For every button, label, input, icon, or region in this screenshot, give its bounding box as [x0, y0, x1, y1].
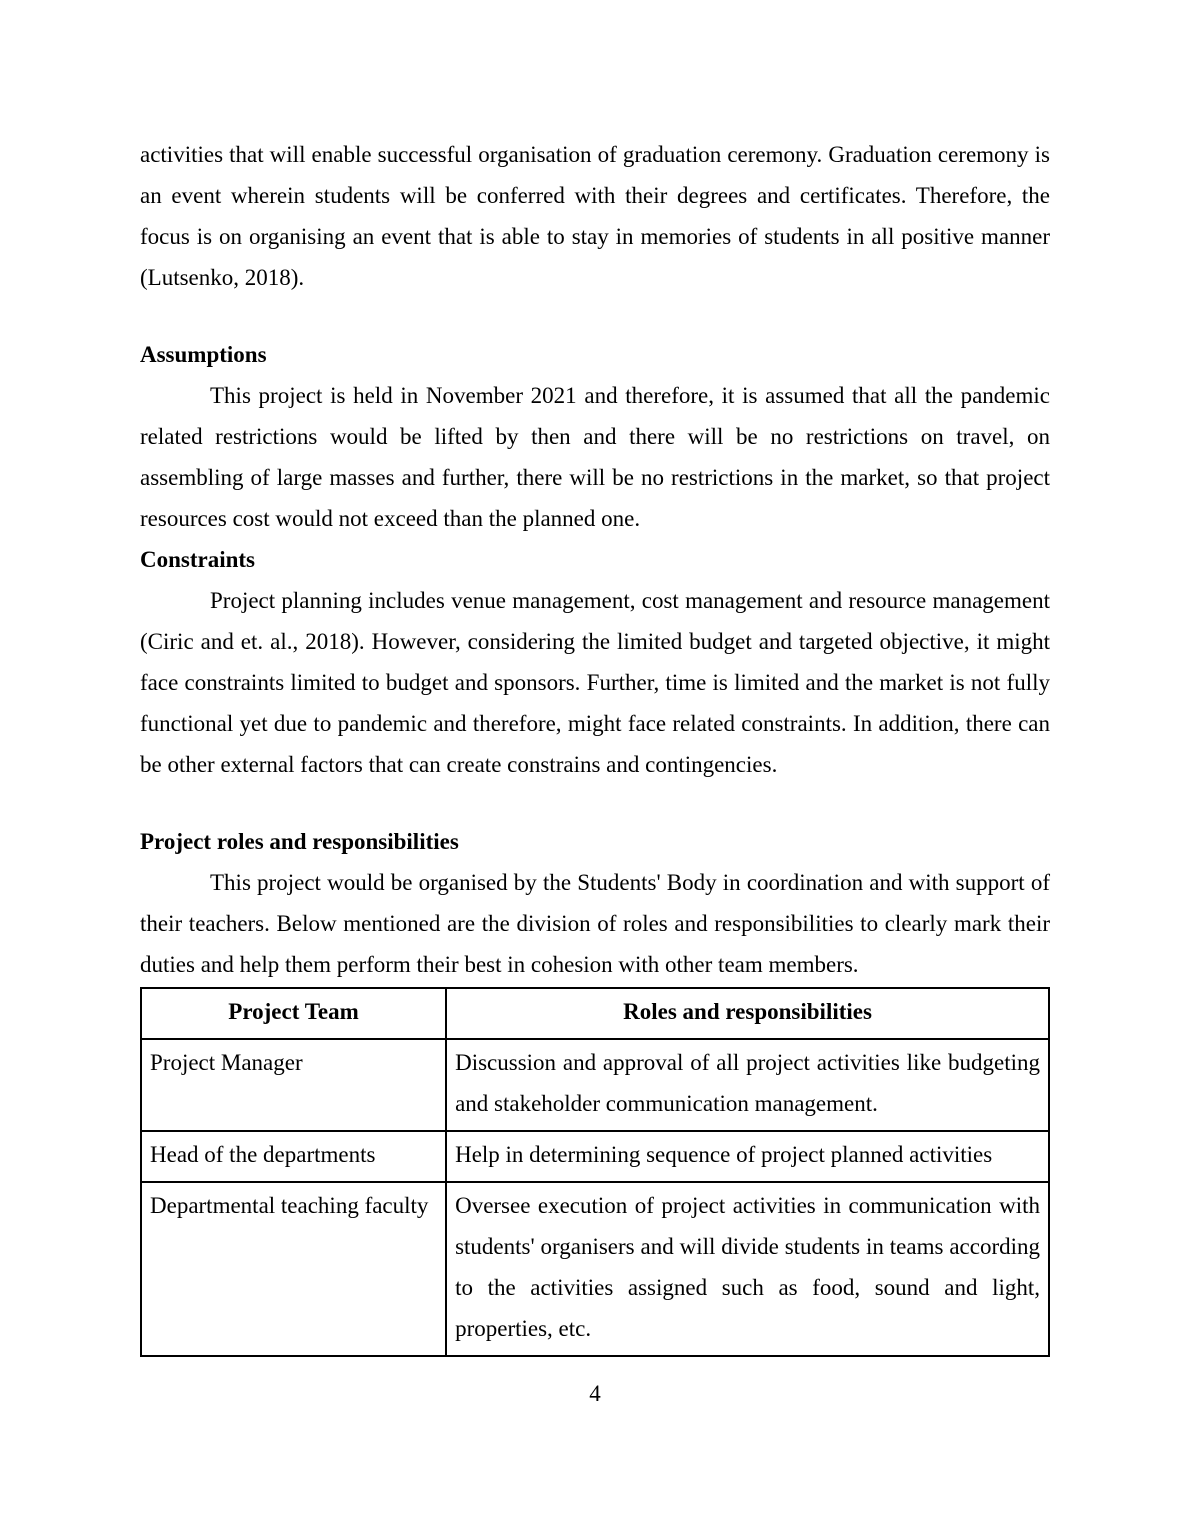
roles-responsibilities-table [140, 987, 1050, 1357]
table-header-project-team: Project Team [141, 988, 446, 1039]
table-cell-role: Departmental teaching faculty [141, 1182, 446, 1356]
paragraph-project-roles: This project would be organised by the Students' Body in coordination and with support of their teachers. Below mentioned are the division of roles and responsibilities to clearly mark their duties and help them perform their best in cohesion with other team members. [140, 870, 1050, 977]
table-cell-responsibility: Help in determining sequence of project planned activities [446, 1131, 1049, 1182]
paragraph-assumptions: This project is held in November 2021 and therefore, it is assumed that all the pandemic related restrictions would be lifted by then and there will be no restrictions on travel, on assembling of large masses and further, there will be no restrictions in the market, so that project resources cost would not exceed than the planned one. [140, 383, 1050, 531]
table-row-head-of-departments [141, 1131, 1049, 1182]
table-cell-role: Head of the departments [141, 1131, 446, 1182]
table-row-departmental-teaching-faculty [141, 1182, 1049, 1356]
heading-constraints: Constraints [140, 547, 256, 572]
heading-assumptions: Assumptions [140, 342, 267, 367]
table-cell-responsibility: Oversee execution of project activities in communication with students' organisers and will divide students in teams according to the activities assigned such as food, sound and light, properties, etc. [446, 1182, 1049, 1356]
table-row-project-manager [141, 1039, 1049, 1131]
table-cell-responsibility: Discussion and approval of all project activities like budgeting and stakeholder communication management. [446, 1039, 1049, 1131]
table-header-row [141, 988, 1049, 1039]
page-number: 4 [589, 1381, 601, 1406]
paragraph-constraints: Project planning includes venue management, cost management and resource management (Ciric and et. al., 2018). However, considering the limited budget and targeted objective, it might face constraints limited to budget and sponsors. Further, time is limited and the market is not fully functional yet due to pandemic and therefore, might face related constraints. In addition, there can be other external factors that can create constrains and contingencies. [140, 588, 1050, 777]
table-header-roles-responsibilities: Roles and responsibilities [446, 988, 1049, 1039]
table-cell-role: Project Manager [141, 1039, 446, 1131]
heading-project-roles: Project roles and responsibilities [140, 829, 459, 854]
paragraph-intro: activities that will enable successful organisation of graduation ceremony. Graduation ceremony is an event wherein students will be conferred with their degrees and certificates. Therefore, the focus is on organising an event that is able to stay in memories of students in all positive manner (Lutsenko, 2018). [140, 142, 1050, 290]
